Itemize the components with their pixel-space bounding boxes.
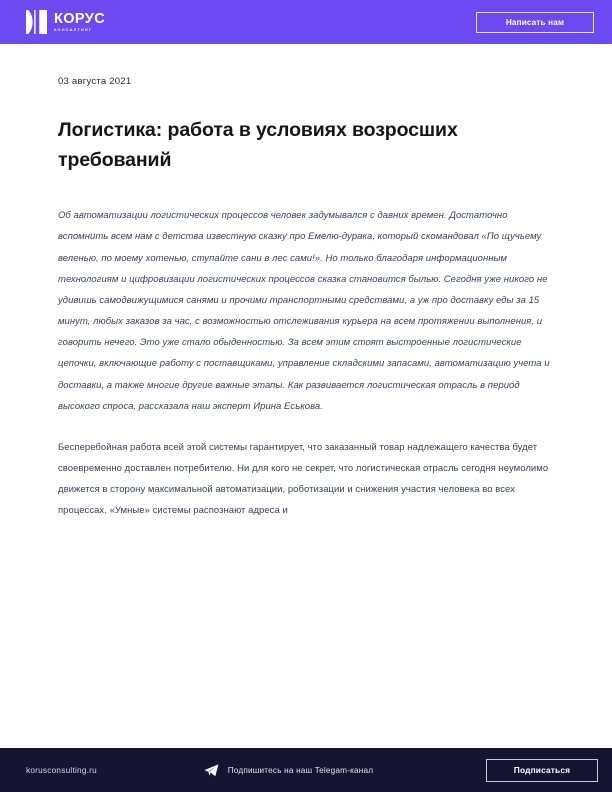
- subscribe-button[interactable]: Подписаться: [486, 759, 598, 782]
- footer-note: Подпишитесь на наш Telegam-канал: [227, 765, 374, 775]
- article-paragraph: Об автоматизации логистических процессов человек задумывался с давних времен. Достаточно вспомнить всем нам с детства известную сказку про Емелю-дурака, который скомандовал «По щучьему веленью, по моему хотенью, ступайте сани в лес сами!». Но только благодаря информационным технологиям и цифровизации логистических процессов сказка становится былью. Сегодня уже никого не удивишь самодвижущимися санями и прочими транспортными средствами, а уж про доставку еды за 15 минут, любых заказов за час, с возможностью отслеживания курьера на всем протяжении выполнения, и говорить нечего. Это уже стало обыденностью. За всем этим стоят выстроенные логистические цепочки, включающие работу с поставщиками, управление складскими запасами, автоматизацию учета и доставки, а также многие другие важные этапы. Как развивается логистическая отрасль в период высокого спроса, рассказала наш эксперт Ирина Еськова.: [58, 210, 550, 412]
- site-header: [0, 0, 612, 44]
- telegram-paper-plane-icon: [204, 764, 219, 777]
- brand-text: [54, 12, 105, 32]
- korus-bracket-logo-icon: [26, 10, 47, 34]
- telegram-promo: [97, 764, 480, 777]
- brand-name: КОРУС: [54, 10, 106, 27]
- article-content: [0, 44, 612, 748]
- site-footer: [0, 748, 612, 792]
- page-title: Логистика: работа в условиях возросших требований: [58, 119, 458, 171]
- brand-logo[interactable]: [26, 10, 105, 34]
- article-date: 03 августа 2021: [58, 76, 132, 87]
- footer-site-url[interactable]: korusconsulting.ru: [26, 765, 97, 775]
- contact-us-button[interactable]: Написать нам: [476, 12, 594, 33]
- article-paragraph: Бесперебойная работа всей этой системы гарантирует, что заказанный товар надлежащего качества будет своевременно доставлен потребителю. Ни для кого не секрет, что логистическая отрасль сегодня неумолимо движется в сторону максимальной автоматизации, роботизации и снижения участия человека во всех процессах. «Умные» системы распознают адреса и: [58, 441, 549, 517]
- brand-subtitle: КОНСАЛТИНГ: [54, 27, 93, 33]
